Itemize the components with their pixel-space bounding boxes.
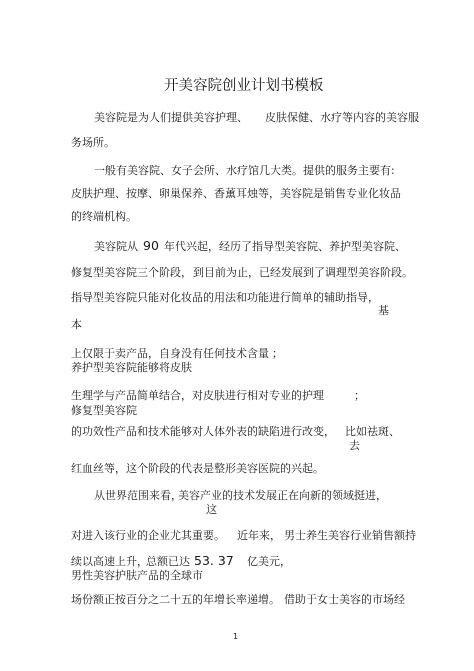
text-line: 男性美容护肤产品的全球市 bbox=[71, 569, 203, 582]
text-line: 亿美元， bbox=[247, 555, 291, 568]
document-title: 开美容院创业计划书模板 bbox=[164, 78, 324, 94]
text-number: 90 bbox=[143, 238, 159, 253]
text-line: 年代兴起，经历了指导型美容院、养护型美容院、 bbox=[164, 240, 406, 253]
text-line: 皮肤保健、水疗等内容的美容服 bbox=[265, 111, 419, 124]
page-number: 1 bbox=[233, 632, 239, 641]
text-line: 生理学与产品简单结合，对皮肤进行相对专业的护理 bbox=[71, 389, 324, 402]
text-line: 对进入该行业的企业尤其重要。 bbox=[71, 529, 225, 542]
text-line: 比如祛斑、 bbox=[345, 425, 400, 438]
text-line: 去 bbox=[349, 439, 360, 452]
text-line: 务场所。 bbox=[71, 136, 115, 149]
text-line: 这 bbox=[206, 503, 217, 516]
text-line: 从世界范围来看， bbox=[94, 489, 182, 502]
text-line: 本 bbox=[71, 318, 82, 331]
text-line: 美容院从 bbox=[94, 240, 138, 253]
text-line: 美容院是为人们提供美容护理、 bbox=[94, 111, 248, 124]
text-line: ； bbox=[354, 389, 365, 402]
text-line: 的功效性产品和技术能够对人体外表的缺陷进行改变， bbox=[71, 425, 335, 438]
text-line: 续以高速上升， bbox=[71, 555, 148, 568]
text-line: 上仅限于卖产品，自身没有任何技术含量 bbox=[71, 347, 269, 360]
text-line: 借助于女士美容的市场经 bbox=[284, 593, 405, 606]
text-line: 场份额正按百分之二十五的年增长率递增。 bbox=[71, 593, 280, 606]
text-line: 指导型美容院只能对化妆品的用法和功能进行简单的辅助指导， bbox=[71, 291, 379, 304]
text-line: 养护型美容院能够将皮肤 bbox=[71, 361, 192, 374]
text-line: 男士养生美容行业销售额持 bbox=[284, 529, 416, 542]
text-number: 53. 37 bbox=[194, 553, 234, 568]
text-line: 修复型美容院 bbox=[71, 404, 137, 417]
text-line: 的终端机构。 bbox=[71, 210, 137, 223]
text-line: 美容产业的技术发展正在向新的领域挺进， bbox=[178, 489, 387, 502]
text-line: 基 bbox=[378, 304, 389, 317]
text-line: 修复型美容院三个阶段， bbox=[71, 266, 192, 279]
text-line: 近年来， bbox=[237, 529, 281, 542]
text-line: ； bbox=[272, 347, 283, 360]
text-line: 到目前为止，已经发展到了调理型美容阶段。 bbox=[193, 266, 413, 279]
text-line: 总额已达 bbox=[146, 555, 190, 568]
text-line: 红血丝等，这个阶段的代表是整形美容医院的兴起。 bbox=[71, 462, 324, 475]
text-line: 皮肤护理、按摩、卵巢保养、香薰耳烛等，美容院是销售专业化妆品 bbox=[71, 187, 401, 200]
text-line: 一般有美容院、女子会所、水疗馆几大类。提供的服务主要有: bbox=[94, 164, 395, 177]
